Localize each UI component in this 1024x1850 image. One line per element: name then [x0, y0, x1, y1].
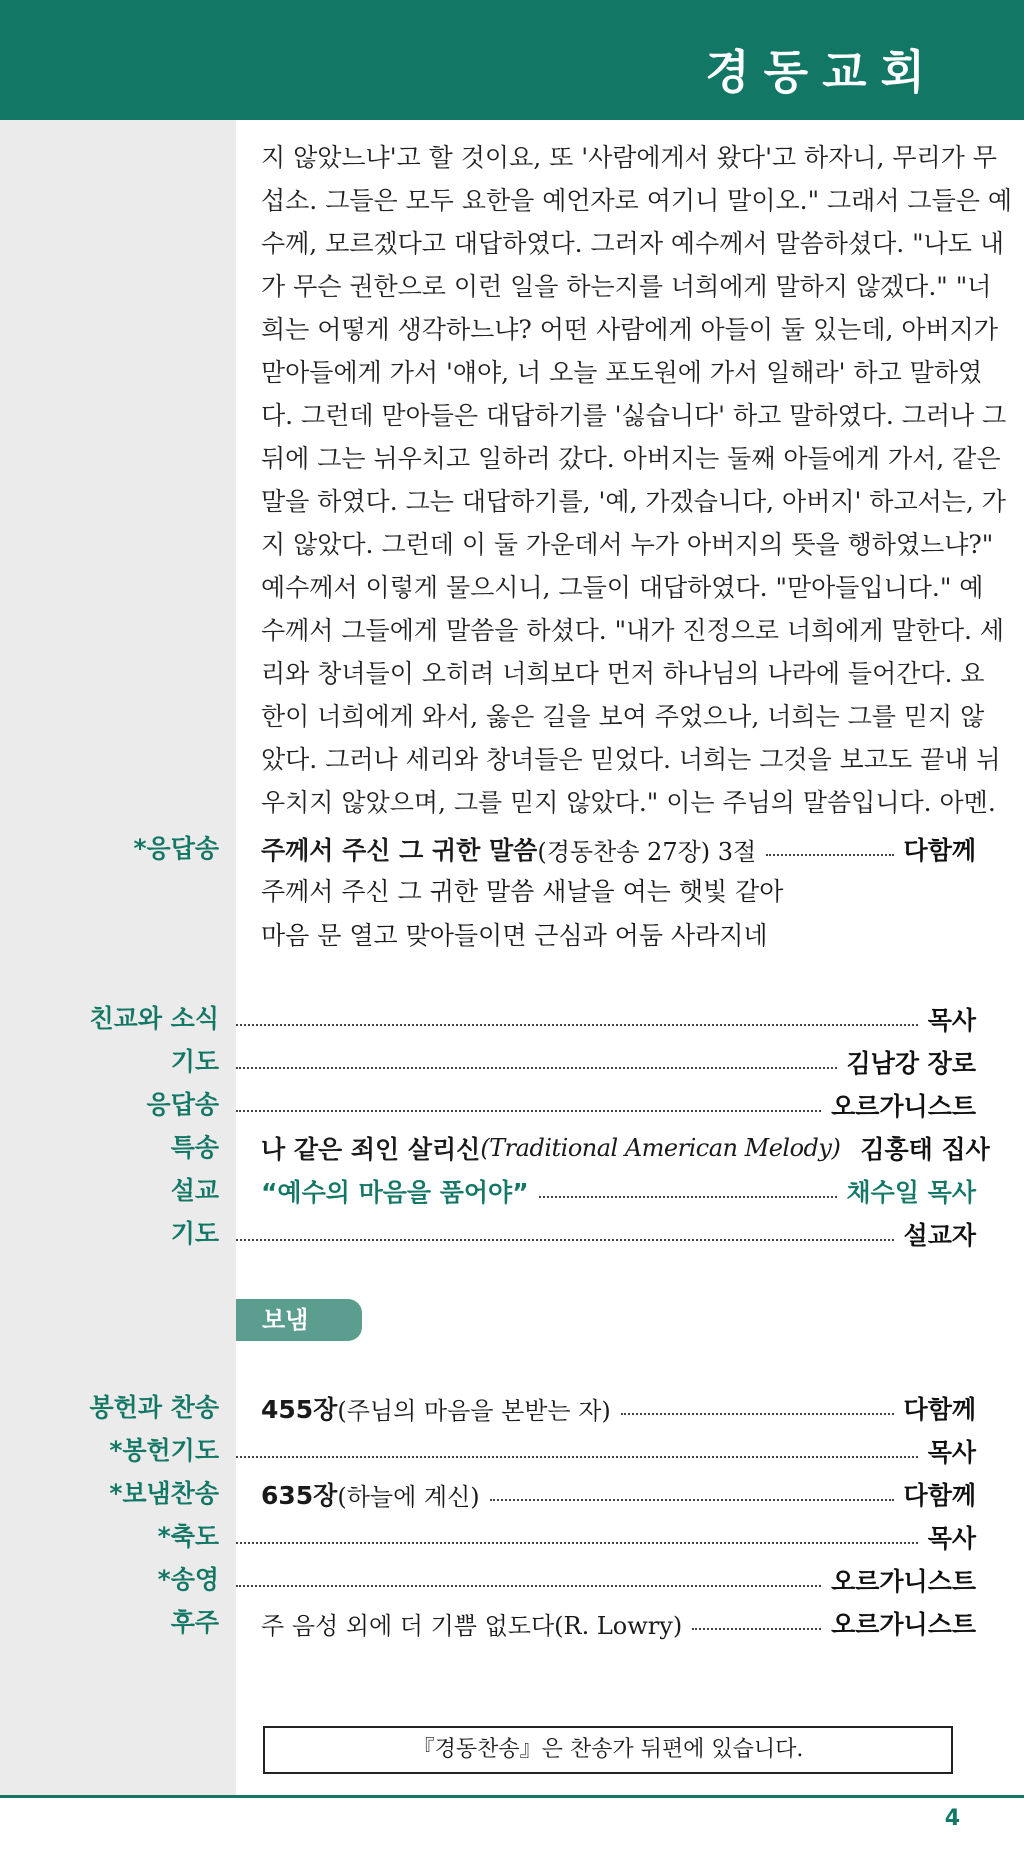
dotted-leader: [766, 854, 893, 856]
performer: 김남강 장로: [846, 1049, 976, 1078]
church-name: 경동교회: [705, 45, 939, 99]
song-title: 나 같은 죄인 살리신: [261, 1135, 481, 1164]
dotted-leader: [621, 1413, 894, 1415]
dotted-leader: [236, 1110, 821, 1112]
lyric-line: 주께서 주신 그 귀한 말씀 새날을 여는 햇빛 같아: [261, 877, 784, 906]
hymn-note: (경동찬송 27장) 3절: [537, 837, 757, 866]
scripture-text: [261, 136, 1012, 824]
order-row-offering-prayer: [0, 1431, 1024, 1471]
performer: 목사: [927, 1524, 976, 1553]
hymn-title: 주께서 주신 그 귀한 말씀: [261, 836, 538, 865]
order-label: 설교: [170, 1176, 219, 1205]
order-label: *봉헌기도: [109, 1436, 219, 1465]
performer: 김홍태 집사: [860, 1135, 990, 1164]
order-label: 후주: [170, 1608, 219, 1637]
order-row-response: [0, 1085, 1024, 1125]
hymn-lyrics: [261, 870, 783, 958]
hymn-number: 635장: [261, 1481, 338, 1510]
order-label: *축도: [157, 1522, 219, 1551]
scripture-line: 말을 하였다. 그는 대답하기를, '예, 가겠습니다, 아버지' 하고서는, 가: [261, 487, 1006, 516]
order-row-benediction: [0, 1517, 1024, 1557]
order-row-sending-hymn: [0, 1474, 1024, 1514]
scripture-line: 우치지 않았으며, 그를 믿지 않았다." 이는 주님의 말씀입니다. 아멘.: [261, 788, 996, 817]
scripture-line: 예수께서 이렇게 물으시니, 그들이 대답하였다. "맏아들입니다." 예: [261, 573, 984, 602]
scripture-line: 았다. 그러나 세리와 창녀들은 믿었다. 너희는 그것을 보고도 끝내 뉘: [261, 745, 1001, 774]
order-label: 응답송: [146, 1090, 219, 1119]
order-row-postlude: [0, 1603, 1024, 1643]
order-row-prayer: [0, 1042, 1024, 1082]
hymnal-notice: 『경동찬송』은 찬송가 뒤편에 있습니다.: [263, 1726, 953, 1774]
dotted-leader: [236, 1239, 894, 1241]
order-label: 기도: [170, 1219, 219, 1248]
performer: 다함께: [903, 1481, 976, 1510]
scripture-line: 희는 어떻게 생각하느냐? 어떤 사람에게 아들이 둘 있는데, 아버지가: [261, 315, 998, 344]
scripture-line: 가 무슨 권한으로 이런 일을 하는지를 너희에게 말하지 않겠다." "너: [261, 272, 992, 301]
dotted-leader: [490, 1499, 894, 1501]
order-row-fellowship: [0, 999, 1024, 1039]
order-row-doxology: [0, 1560, 1024, 1600]
scripture-line: 맏아들에게 가서 '얘야, 너 오늘 포도원에 가서 일해라' 하고 말하였: [261, 358, 983, 387]
scripture-line: 뒤에 그는 뉘우치고 일하러 갔다. 아버지는 둘째 아들에게 가서, 같은: [261, 444, 1001, 473]
order-row-offering: [0, 1388, 1024, 1428]
scripture-line: 수께서 그들에게 말씀을 하셨다. "내가 진정으로 너희에게 말한다. 세: [261, 616, 1005, 645]
page-number: 4: [944, 1806, 960, 1831]
response-hymn-row: [0, 829, 1024, 869]
performer: 목사: [927, 1006, 976, 1035]
hymn-note: (하늘에 계신): [337, 1482, 480, 1511]
dotted-leader: [539, 1196, 837, 1198]
performer: 오르가니스트: [831, 1092, 976, 1121]
scripture-line: 섭소. 그들은 모두 요한을 예언자로 여기니 말이오." 그래서 그들은 예: [261, 186, 1012, 215]
scripture-line: 한이 너희에게 와서, 옳은 길을 보여 주었으나, 너희는 그를 믿지 않: [261, 702, 985, 731]
scripture-line: 지 않았느냐'고 할 것이요, 또 '사람에게서 왔다'고 하자니, 무리가 무: [261, 143, 997, 172]
order-label: *송영: [157, 1565, 219, 1594]
order-row-closing-prayer: [0, 1214, 1024, 1254]
performer: 목사: [927, 1438, 976, 1467]
scripture-line: 수께, 모르겠다고 대답하였다. 그러자 예수께서 말씀하셨다. "나도 내: [261, 229, 1005, 258]
lyric-line: 마음 문 열고 맞아들이면 근심과 어둠 사라지네: [261, 921, 768, 950]
order-row-special-song: [0, 1128, 1024, 1168]
section-heading-sending: 보냄: [236, 1299, 362, 1341]
order-label: *응답송: [133, 834, 219, 863]
dotted-leader: [236, 1024, 918, 1026]
order-label: 친교와 소식: [89, 1004, 219, 1033]
performer: 오르가니스트: [831, 1567, 976, 1596]
performer: 오르가니스트: [831, 1610, 976, 1639]
header-bar: [0, 0, 1024, 120]
performer: 다함께: [903, 1395, 976, 1424]
order-row-sermon: [0, 1171, 1024, 1211]
order-label: *보냄찬송: [109, 1479, 219, 1508]
hymn-number: 455장: [261, 1395, 338, 1424]
order-label: 봉헌과 찬송: [89, 1393, 219, 1422]
dotted-leader: [236, 1067, 837, 1069]
dotted-leader: [236, 1456, 918, 1458]
dotted-leader: [692, 1628, 821, 1630]
hymn-note: (주님의 마음을 본받는 자): [337, 1396, 611, 1425]
dotted-leader: [236, 1585, 821, 1587]
performer: 채수일 목사: [846, 1178, 976, 1207]
order-label: 기도: [170, 1047, 219, 1076]
footer-rule: [0, 1795, 1024, 1798]
postlude-title: 주 음성 외에 더 기쁨 없도다(R. Lowry): [261, 1611, 683, 1640]
sermon-title: “예수의 마음을 품어야”: [261, 1178, 529, 1207]
song-note: (Traditional American Melody): [480, 1134, 841, 1162]
scripture-line: 리와 창녀들이 오히려 너희보다 먼저 하나님의 나라에 들어간다. 요: [261, 659, 985, 688]
scripture-line: 다. 그런데 맏아들은 대답하기를 '싫습니다' 하고 말하였다. 그러나 그: [261, 401, 1007, 430]
order-label: 특송: [170, 1133, 219, 1162]
dotted-leader: [236, 1542, 918, 1544]
performer: 다함께: [903, 836, 976, 865]
performer: 설교자: [903, 1221, 976, 1250]
scripture-line: 지 않았다. 그런데 이 둘 가운데서 누가 아버지의 뜻을 행하였느냐?": [261, 530, 994, 559]
